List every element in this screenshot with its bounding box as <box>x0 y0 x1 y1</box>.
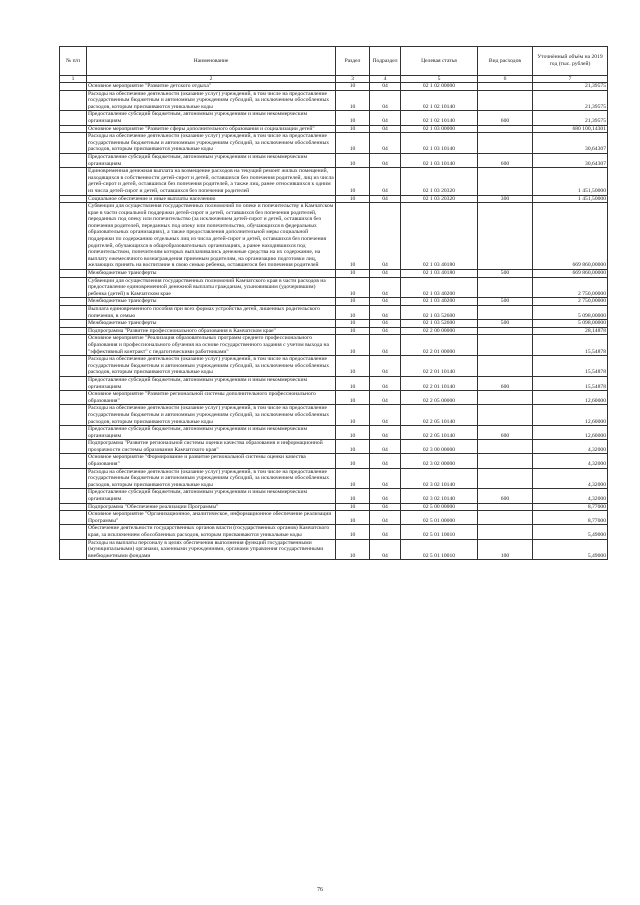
row-target-cell: 02 2 05 00000 <box>401 391 478 405</box>
row-kind-cell <box>478 440 533 454</box>
row-sum-cell: 12,60000 <box>533 405 608 426</box>
row-subsection-cell: 04 <box>370 111 401 125</box>
row-subsection-cell: 04 <box>370 468 401 489</box>
row-section-cell: 10 <box>336 203 370 270</box>
row-kind-cell <box>478 454 533 468</box>
row-name-cell: Предоставление субсидий бюджетным, автономным учреждениям и иным некоммерческим организациям <box>87 153 336 167</box>
table-row <box>60 168 608 195</box>
col-number: 7 <box>533 76 608 83</box>
row-section-cell: 10 <box>336 440 370 454</box>
row-target-cell: 02 1 02 00000 <box>401 83 478 91</box>
row-sum-cell: 2 750,00000 <box>533 277 608 298</box>
row-sum-cell: 21,39575 <box>533 90 608 111</box>
row-sum-cell: 5 098,00000 <box>533 320 608 328</box>
row-section-cell: 10 <box>336 489 370 503</box>
row-sum-cell: 5,49000 <box>533 539 608 560</box>
row-subsection-cell: 04 <box>370 327 401 335</box>
budget-page <box>59 46 607 560</box>
row-kind-cell: 600 <box>478 489 533 503</box>
row-name-cell: Подпрограмма "Развитие профессионального образования в Камчатском крае" <box>87 327 336 335</box>
row-number-cell <box>60 153 87 167</box>
row-name-cell: Основное мероприятие "Развитие региональной системы дополнительного профессионального образования" <box>87 391 336 405</box>
row-kind-cell: 100 <box>478 539 533 560</box>
row-target-cell: 02 1 03 40180 <box>401 270 478 278</box>
row-target-cell: 02 1 02 10140 <box>401 90 478 111</box>
row-section-cell: 10 <box>336 539 370 560</box>
row-number-cell <box>60 454 87 468</box>
row-target-cell: 02 3 02 10140 <box>401 468 478 489</box>
row-number-cell <box>60 195 87 203</box>
row-number-cell <box>60 426 87 440</box>
col-header-kind: Вид расходов <box>478 47 533 76</box>
row-subsection-cell: 04 <box>370 489 401 503</box>
table-row <box>60 489 608 503</box>
row-section-cell: 10 <box>336 298 370 306</box>
row-sum-cell: 4,32000 <box>533 454 608 468</box>
row-number-cell <box>60 83 87 91</box>
row-number-cell <box>60 376 87 390</box>
row-section-cell: 10 <box>336 376 370 390</box>
table-row <box>60 306 608 320</box>
col-header-section: Раздел <box>336 47 370 76</box>
row-name-cell: Основное мероприятие "Развитие детского отдыха" <box>87 83 336 91</box>
row-name-cell: Единовременная денежная выплата на возмещение расходов на текущий ремонт жилых помещений, находящихся в собственности детей-сирот и детей, оставшихся без попечения родителей, лиц из числа детей-сирот и детей, оставшихся без попечения родителей, а также лиц, ранее относившихся к одним из числа детей-сирот и детей, оставшихся без попечения родителей <box>88 168 334 194</box>
row-target-cell: 02 1 03 10140 <box>401 153 478 167</box>
row-sum-cell: 21,39575 <box>533 111 608 125</box>
row-sum-cell: 12,60000 <box>533 426 608 440</box>
row-name-cell: Расходы на обеспечение деятельности (оказание услуг) учреждений, в том числе на предоставление государственным бюджетным и автономным учреждениям субсидий, за исключением обособленных расходов, которым присваиваются уникальные коды <box>87 90 336 111</box>
row-kind-cell: 600 <box>478 376 533 390</box>
row-kind-cell <box>478 327 533 335</box>
row-sum-cell: 4,32000 <box>533 489 608 503</box>
row-kind-cell: 500 <box>478 320 533 328</box>
row-subsection-cell: 04 <box>370 168 401 195</box>
row-subsection-cell: 04 <box>370 277 401 298</box>
row-subsection-cell: 04 <box>370 356 401 377</box>
row-subsection-cell: 04 <box>370 270 401 278</box>
row-sum-cell: 2 750,00000 <box>533 298 608 306</box>
row-subsection-cell: 04 <box>370 306 401 320</box>
row-kind-cell <box>478 83 533 91</box>
row-sum-cell: 15,54878 <box>533 356 608 377</box>
table-row <box>60 356 608 377</box>
row-number-cell <box>60 203 87 270</box>
row-section-cell: 10 <box>336 335 370 356</box>
row-kind-cell <box>478 391 533 405</box>
col-number: 3 <box>336 76 370 83</box>
row-number-cell <box>60 525 87 539</box>
table-row <box>60 327 608 335</box>
row-number-cell <box>60 503 87 511</box>
row-number-cell <box>60 320 87 328</box>
row-number-cell <box>60 405 87 426</box>
table-row <box>60 153 608 167</box>
table-row <box>60 277 608 298</box>
col-number: 6 <box>478 76 533 83</box>
row-target-cell: 02 5 00 00000 <box>401 503 478 511</box>
row-subsection-cell: 04 <box>370 320 401 328</box>
row-kind-cell <box>478 525 533 539</box>
table-row <box>60 125 608 133</box>
row-target-cell: 02 2 01 10140 <box>401 376 478 390</box>
row-section-cell: 10 <box>336 125 370 133</box>
row-kind-cell <box>478 468 533 489</box>
row-sum-cell: 5 098,00000 <box>533 306 608 320</box>
row-number-cell <box>60 468 87 489</box>
table-row <box>60 111 608 125</box>
row-target-cell: 02 2 05 10140 <box>401 405 478 426</box>
col-header-target: Целевая статья <box>401 47 478 76</box>
row-target-cell: 02 1 03 52600 <box>401 306 478 320</box>
row-subsection-cell: 04 <box>370 454 401 468</box>
row-target-cell: 02 5 01 10010 <box>401 525 478 539</box>
row-subsection-cell: 04 <box>370 153 401 167</box>
row-name-cell: Расходы на обеспечение деятельности (оказание услуг) учреждений, в том числе на предоставление государственным бюджетным и автономным учреждениям субсидий, за исключением обособленных расходов, которым присваиваются уникальные коды <box>87 356 336 377</box>
table-row <box>60 405 608 426</box>
row-target-cell: 02 2 01 10140 <box>401 356 478 377</box>
row-subsection-cell: 04 <box>370 426 401 440</box>
col-number: 1 <box>60 76 87 83</box>
table-row <box>60 426 608 440</box>
table-row <box>60 133 608 154</box>
col-number: 2 <box>87 76 336 83</box>
row-name-cell: Подпрограмма "Обеспечение реализации Программы" <box>87 503 336 511</box>
row-target-cell: 02 5 01 10010 <box>401 539 478 560</box>
row-subsection-cell: 04 <box>370 503 401 511</box>
row-kind-cell <box>478 203 533 270</box>
row-subsection-cell: 04 <box>370 125 401 133</box>
row-subsection-cell: 04 <box>370 203 401 270</box>
table-row <box>60 90 608 111</box>
row-sum-cell: 1 451,50000 <box>533 195 608 203</box>
row-target-cell: 02 5 01 00000 <box>401 511 478 525</box>
row-name-cell: Предоставление субсидий бюджетным, автономным учреждениям и иным некоммерческим организациям <box>87 489 336 503</box>
row-kind-cell <box>478 90 533 111</box>
row-kind-cell <box>478 125 533 133</box>
table-row <box>60 270 608 278</box>
row-section-cell: 10 <box>336 356 370 377</box>
row-subsection-cell: 04 <box>370 195 401 203</box>
row-number-cell <box>60 327 87 335</box>
row-name-cell: Предоставление субсидий бюджетным, автономным учреждениям и иным некоммерческим организациям <box>87 426 336 440</box>
row-section-cell: 10 <box>336 195 370 203</box>
row-name-cell: Субвенции для осуществления государственных полномочий по опеке и попечительству в Камчатском крае в части социальной поддержки детей-сирот и детей, оставшихся без попечения родителей, переданных под опеку или попечительство (за исключением детей-сирот и детей, оставшихся без попечения родителей, переданных под опеку или попечительство, обучающихся в федеральных образовательных организациях), а также предоставления дополнительной меры социальной поддержки по содержанию отдельных лиц из числа детей-сирот и детей, оставшихся без попечения родителей, обучающихся в общеобразовательных организациях, а ранее находившихся под попечительством, попечителям которых выплачивались денежные средства на их содержание, на выплату ежемесячного вознаграждения приемным родителям, на организацию подготовки лиц, желающих принять на воспитание в свою семью ребенка, оставшегося без попечения родителей <box>87 203 336 270</box>
row-sum-cell: 12,60000 <box>533 391 608 405</box>
row-name-cell: Обеспечение деятельности государственных органов власти (государственных органов) Камчатского края, за исключением обособленных расходов, которым присваиваются уникальные коды <box>87 525 336 539</box>
row-kind-cell <box>478 335 533 356</box>
row-target-cell: 02 1 03 00000 <box>401 125 478 133</box>
col-header-number: № п/п <box>60 47 87 76</box>
row-name-cell: Социальное обеспечение и иные выплаты населению <box>87 195 336 203</box>
row-target-cell: 02 1 02 10140 <box>401 111 478 125</box>
row-subsection-cell: 04 <box>370 298 401 306</box>
row-kind-cell <box>478 133 533 154</box>
row-section-cell: 10 <box>336 454 370 468</box>
row-sum-cell: 28,14878 <box>533 327 608 335</box>
row-section-cell: 10 <box>336 511 370 525</box>
row-number-cell <box>60 277 87 298</box>
row-kind-cell: 600 <box>478 426 533 440</box>
row-number-cell <box>60 391 87 405</box>
row-target-cell: 02 3 02 10140 <box>401 489 478 503</box>
row-section-cell: 10 <box>336 153 370 167</box>
row-kind-cell <box>478 503 533 511</box>
row-number-cell <box>60 440 87 454</box>
row-sum-cell: 1 451,50000 <box>533 168 608 195</box>
row-number-cell <box>60 125 87 133</box>
row-target-cell: 02 1 03 10140 <box>401 133 478 154</box>
row-target-cell: 02 1 03 40200 <box>401 277 478 298</box>
row-kind-cell <box>478 306 533 320</box>
row-name-cell: Предоставление субсидий бюджетным, автономным учреждениям и иным некоммерческим организациям <box>87 111 336 125</box>
row-sum-cell: 4,32000 <box>533 468 608 489</box>
row-target-cell: 02 1 03 40200 <box>401 298 478 306</box>
row-subsection-cell: 04 <box>370 405 401 426</box>
row-target-cell: 02 3 00 00000 <box>401 440 478 454</box>
row-sum-cell: 15,54878 <box>533 376 608 390</box>
row-kind-cell: 500 <box>478 298 533 306</box>
col-number: 4 <box>370 76 401 83</box>
row-name-cell: Межбюджетные трансферты <box>87 298 336 306</box>
row-number-cell <box>60 539 87 560</box>
col-header-subsection: Подраздел <box>370 47 401 76</box>
row-number-cell <box>60 270 87 278</box>
row-name-cell: Межбюджетные трансферты <box>87 270 336 278</box>
row-sum-cell: 15,54878 <box>533 335 608 356</box>
table-row <box>60 440 608 454</box>
row-target-cell: 02 2 05 10140 <box>401 426 478 440</box>
row-sum-cell: 21,39575 <box>533 83 608 91</box>
table-row <box>60 525 608 539</box>
row-number-cell <box>60 335 87 356</box>
row-subsection-cell: 04 <box>370 391 401 405</box>
table-row <box>60 511 608 525</box>
row-kind-cell: 600 <box>478 153 533 167</box>
row-subsection-cell: 04 <box>370 539 401 560</box>
row-sum-cell: 30,64307 <box>533 153 608 167</box>
row-subsection-cell: 04 <box>370 376 401 390</box>
row-number-cell <box>60 111 87 125</box>
row-name-cell: Расходы на обеспечение деятельности (оказание услуг) учреждений, в том числе на предоставление государственным бюджетным и автономным учреждениям субсидий, за исключением обособленных расходов, которым присваиваются уникальные коды <box>87 468 336 489</box>
row-sum-cell: 680 100,14301 <box>533 125 608 133</box>
row-name-cell: Основное мероприятие "Реализация образовательных программ среднего профессионального образования и профессионального обучения на основе государственного задания с учетом выхода на "эффективный контракт" с педагогическими работниками" <box>87 335 336 356</box>
row-target-cell: 02 1 03 40180 <box>401 203 478 270</box>
column-numbers-row <box>60 76 608 83</box>
row-number-cell <box>60 511 87 525</box>
row-number-cell <box>60 133 87 154</box>
row-name-cell: Расходы на выплаты персоналу в целях обеспечения выполнения функций государственными (муниципальными) органами, казенными учреждениями, органами управления государственными внебюджетными фондами <box>87 539 336 560</box>
table-row <box>60 335 608 356</box>
row-target-cell: 02 2 01 00000 <box>401 335 478 356</box>
row-sum-cell: 8,77000 <box>533 511 608 525</box>
row-name-cell: Расходы на обеспечение деятельности (оказание услуг) учреждений, в том числе на предоставление государственным бюджетным и автономным учреждениям субсидий, за исключением обособленных расходов, которым присваиваются уникальные коды <box>87 133 336 154</box>
row-section-cell: 10 <box>336 426 370 440</box>
table-row <box>60 454 608 468</box>
row-section-cell: 10 <box>336 83 370 91</box>
row-sum-cell: 669 860,00000 <box>533 203 608 270</box>
row-number-cell <box>60 489 87 503</box>
row-subsection-cell: 04 <box>370 440 401 454</box>
row-name-cell: Межбюджетные трансферты <box>87 320 336 328</box>
row-section-cell: 10 <box>336 277 370 298</box>
row-name-cell: Основное мероприятие "Развитие сферы дополнительного образования и социализации детей" <box>87 125 336 133</box>
row-kind-cell <box>478 356 533 377</box>
row-target-cell: 02 1 03 20320 <box>401 168 478 195</box>
row-subsection-cell: 04 <box>370 525 401 539</box>
row-name-cell: Выплата единовременного пособия при всех формах устройства детей, лишенных родительского попечения, в семью <box>87 306 336 320</box>
table-row <box>60 203 608 270</box>
table-row <box>60 503 608 511</box>
row-target-cell: 02 2 00 00000 <box>401 327 478 335</box>
row-name-cell: Субвенции для осуществления государственных полномочий Камчатского края в части расходов на предоставление единовременной денежной выплаты гражданам, усыновившим (удочерившим) ребенка (детей) в Камчатском крае <box>87 277 336 298</box>
row-section-cell: 10 <box>336 90 370 111</box>
budget-table <box>59 46 608 560</box>
row-target-cell: 02 1 03 52600 <box>401 320 478 328</box>
row-section-cell: 10 <box>336 168 370 195</box>
table-row <box>60 391 608 405</box>
row-section-cell: 10 <box>336 111 370 125</box>
row-name-cell: Основное мероприятие "Формирование и развитие региональной системы оценки качества образования" <box>87 454 336 468</box>
row-section-cell: 10 <box>336 468 370 489</box>
table-row <box>60 320 608 328</box>
row-section-cell: 10 <box>336 270 370 278</box>
row-subsection-cell: 04 <box>370 90 401 111</box>
col-number: 5 <box>401 76 478 83</box>
row-sum-cell: 669 860,00000 <box>533 270 608 278</box>
row-number-cell <box>60 168 87 195</box>
row-section-cell: 10 <box>336 306 370 320</box>
row-name-cell: Подпрограмма "Развитие региональной системы оценки качества образования и информационной прозрачности системы образования Камчатского края" <box>87 440 336 454</box>
row-number-cell <box>60 90 87 111</box>
row-kind-cell <box>478 277 533 298</box>
row-subsection-cell: 04 <box>370 133 401 154</box>
table-row <box>60 298 608 306</box>
row-kind-cell <box>478 405 533 426</box>
row-target-cell: 02 3 02 00000 <box>401 454 478 468</box>
row-sum-cell: 5,49000 <box>533 525 608 539</box>
row-section-cell: 10 <box>336 133 370 154</box>
col-header-sum: Уточнённый объём на 2019 год (тыс. рублей) <box>533 47 608 76</box>
table-row <box>60 468 608 489</box>
row-target-cell: 02 1 03 20320 <box>401 195 478 203</box>
page-number: 76 <box>317 887 323 893</box>
row-section-cell: 10 <box>336 327 370 335</box>
table-row <box>60 195 608 203</box>
table-row <box>60 376 608 390</box>
table-row <box>60 539 608 560</box>
table-row <box>60 83 608 91</box>
row-sum-cell: 4,32000 <box>533 440 608 454</box>
row-kind-cell <box>478 168 533 195</box>
row-section-cell: 10 <box>336 320 370 328</box>
row-kind-cell <box>478 511 533 525</box>
table-header-row <box>60 47 608 76</box>
row-section-cell: 10 <box>336 503 370 511</box>
row-number-cell <box>60 356 87 377</box>
row-subsection-cell: 04 <box>370 83 401 91</box>
row-name-cell: Предоставление субсидий бюджетным, автономным учреждениям и иным некоммерческим организациям <box>87 376 336 390</box>
row-sum-cell: 30,64307 <box>533 133 608 154</box>
row-section-cell: 10 <box>336 405 370 426</box>
row-number-cell <box>60 298 87 306</box>
row-subsection-cell: 04 <box>370 511 401 525</box>
row-kind-cell: 600 <box>478 111 533 125</box>
row-sum-cell: 8,77000 <box>533 503 608 511</box>
row-kind-cell: 300 <box>478 195 533 203</box>
col-header-name: Наименование <box>87 47 336 76</box>
row-section-cell: 10 <box>336 391 370 405</box>
row-subsection-cell: 04 <box>370 335 401 356</box>
row-section-cell: 10 <box>336 525 370 539</box>
row-number-cell <box>60 306 87 320</box>
row-kind-cell: 500 <box>478 270 533 278</box>
row-name-cell: Расходы на обеспечение деятельности (оказание услуг) учреждений, в том числе на предоставление государственным бюджетным и автономным учреждениям субсидий, за исключением обособленных расходов, которым присваиваются уникальные коды <box>87 405 336 426</box>
row-name-cell: Основное мероприятие "Организационное, аналитическое, информационное обеспечение реализации Программы" <box>87 511 336 525</box>
